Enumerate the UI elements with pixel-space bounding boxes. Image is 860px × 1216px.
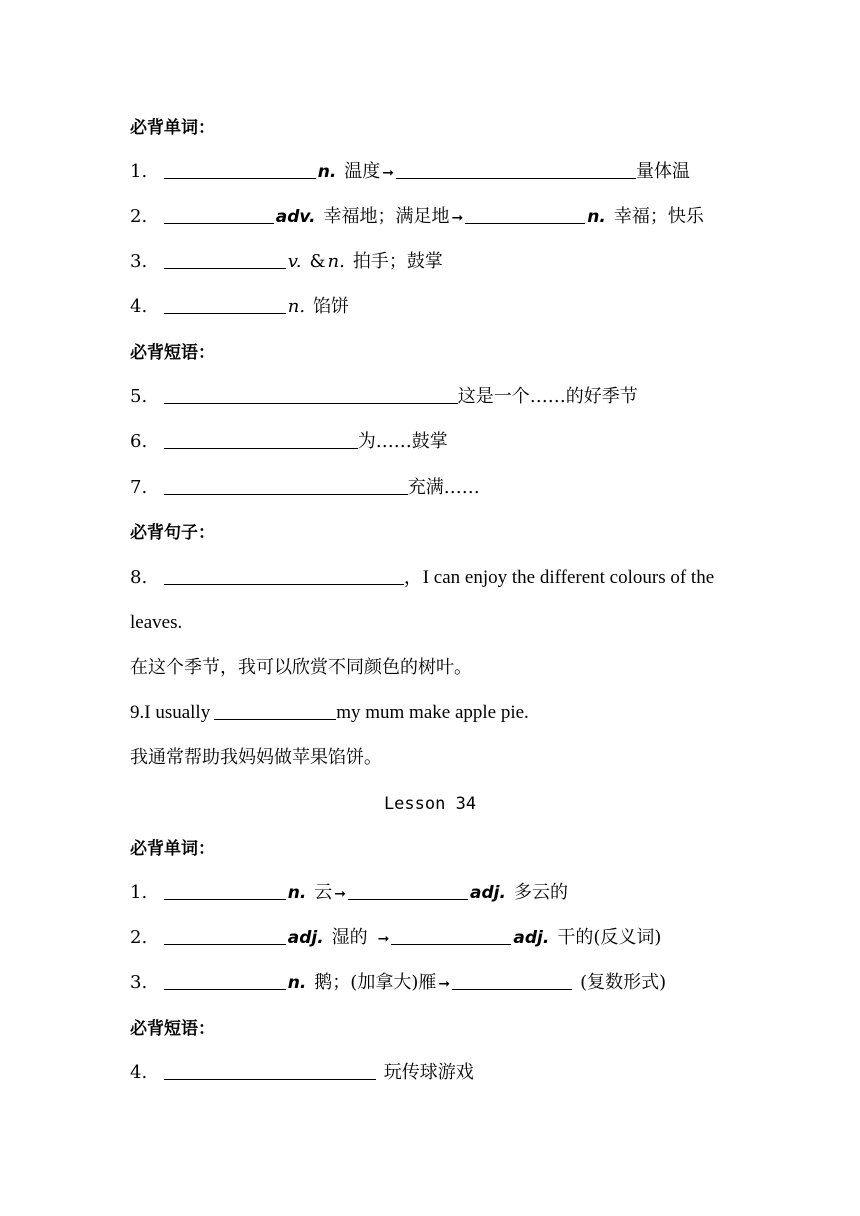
arrow-icon: ➞ bbox=[334, 886, 347, 902]
item-number: 3. bbox=[130, 251, 148, 272]
item-number: 2. bbox=[130, 206, 148, 227]
meaning: 为……鼓掌 bbox=[357, 431, 448, 452]
phrase-item-5 bbox=[130, 385, 638, 409]
sentence-suffix: my mum make apple pie. bbox=[336, 702, 529, 723]
part-of-speech: n. bbox=[327, 251, 345, 272]
sentences-heading: 必背句子： bbox=[130, 523, 215, 543]
sentence-prefix: 9.I usually bbox=[130, 702, 211, 723]
phrase-item-7 bbox=[130, 476, 480, 500]
answer-blank[interactable] bbox=[391, 926, 511, 945]
sentence-item-8 bbox=[130, 566, 714, 590]
meaning: 鹅；(加拿大)雁 bbox=[314, 972, 437, 993]
sentence-translation: 我通常帮助我妈妈做苹果馅饼。 bbox=[130, 747, 382, 768]
ampersand: & bbox=[309, 251, 326, 272]
word-item-1 bbox=[130, 881, 568, 906]
word-item-3 bbox=[130, 971, 666, 996]
answer-blank[interactable] bbox=[164, 385, 458, 404]
meaning: 多云的 bbox=[513, 882, 568, 903]
sentence-text: ，I can enjoy the different colours of the bbox=[403, 567, 715, 588]
answer-blank[interactable] bbox=[452, 971, 572, 990]
answer-blank[interactable] bbox=[214, 701, 336, 720]
meaning: 这是一个……的好季节 bbox=[457, 386, 638, 407]
words-heading: 必背单词： bbox=[130, 118, 215, 138]
answer-blank[interactable] bbox=[164, 205, 274, 224]
item-number: 8. bbox=[130, 567, 148, 588]
meaning-tail: 量体温 bbox=[636, 161, 691, 182]
arrow-icon: ➞ bbox=[382, 165, 395, 181]
item-number: 4. bbox=[130, 296, 148, 317]
answer-blank[interactable] bbox=[164, 566, 404, 585]
part-of-speech: n. bbox=[287, 296, 306, 317]
answer-blank[interactable] bbox=[164, 971, 286, 990]
sentence-item-9 bbox=[130, 701, 529, 725]
meaning: 幸福地；满足地 bbox=[323, 206, 450, 227]
answer-blank[interactable] bbox=[164, 430, 358, 449]
lesson-title: Lesson 34 bbox=[383, 794, 477, 814]
meaning-tail: (复数形式) bbox=[580, 972, 667, 993]
phrases-heading: 必背短语： bbox=[130, 343, 215, 363]
word-item-2 bbox=[130, 926, 661, 951]
part-of-speech: n. bbox=[317, 162, 337, 182]
meaning: 湿的 bbox=[331, 927, 368, 948]
meaning: 充满…… bbox=[407, 477, 480, 498]
item-number: 5. bbox=[130, 386, 148, 407]
item-number: 7. bbox=[130, 477, 148, 498]
part-of-speech: n. bbox=[287, 973, 307, 993]
arrow-icon: ➞ bbox=[377, 931, 390, 947]
answer-blank[interactable] bbox=[164, 160, 316, 179]
phrases-heading: 必背短语： bbox=[130, 1019, 215, 1039]
words-heading: 必背单词： bbox=[130, 839, 215, 859]
answer-blank[interactable] bbox=[465, 205, 585, 224]
phrase-item-6 bbox=[130, 430, 448, 454]
answer-blank[interactable] bbox=[348, 881, 468, 900]
word-item-1 bbox=[130, 160, 690, 185]
meaning: 幸福；快乐 bbox=[613, 206, 704, 227]
part-of-speech: v. bbox=[287, 251, 302, 272]
meaning: 馅饼 bbox=[313, 296, 350, 317]
phrase-item-4 bbox=[130, 1061, 474, 1085]
item-number: 1. bbox=[130, 161, 148, 182]
sentence-text-cont: leaves. bbox=[130, 612, 183, 633]
answer-blank[interactable] bbox=[164, 476, 408, 495]
answer-blank[interactable] bbox=[164, 250, 286, 269]
answer-blank[interactable] bbox=[396, 160, 636, 179]
meaning: 云 bbox=[314, 882, 333, 903]
answer-blank[interactable] bbox=[164, 926, 286, 945]
part-of-speech: n. bbox=[287, 883, 307, 903]
answer-blank[interactable] bbox=[164, 295, 286, 314]
word-item-4 bbox=[130, 295, 349, 319]
meaning: 玩传球游戏 bbox=[383, 1062, 474, 1083]
item-number: 6. bbox=[130, 431, 148, 452]
meaning: 干的(反义词) bbox=[557, 927, 662, 948]
arrow-icon: ➞ bbox=[438, 976, 451, 992]
item-number: 1. bbox=[130, 882, 148, 903]
word-item-3 bbox=[130, 250, 443, 274]
arrow-icon: ➞ bbox=[451, 210, 464, 226]
answer-blank[interactable] bbox=[164, 1061, 376, 1080]
part-of-speech: adj. bbox=[513, 928, 550, 948]
answer-blank[interactable] bbox=[164, 881, 286, 900]
item-number: 3. bbox=[130, 972, 148, 993]
item-number: 4. bbox=[130, 1062, 148, 1083]
sentence-translation: 在这个季节，我可以欣赏不同颜色的树叶。 bbox=[130, 657, 472, 678]
word-item-2 bbox=[130, 205, 704, 230]
part-of-speech: adj. bbox=[287, 928, 324, 948]
part-of-speech: adv. bbox=[275, 207, 316, 227]
meaning: 拍手；鼓掌 bbox=[352, 251, 443, 272]
part-of-speech: n. bbox=[587, 207, 606, 227]
item-number: 2. bbox=[130, 927, 148, 948]
meaning: 温度 bbox=[344, 161, 381, 182]
part-of-speech: adj. bbox=[470, 883, 506, 903]
